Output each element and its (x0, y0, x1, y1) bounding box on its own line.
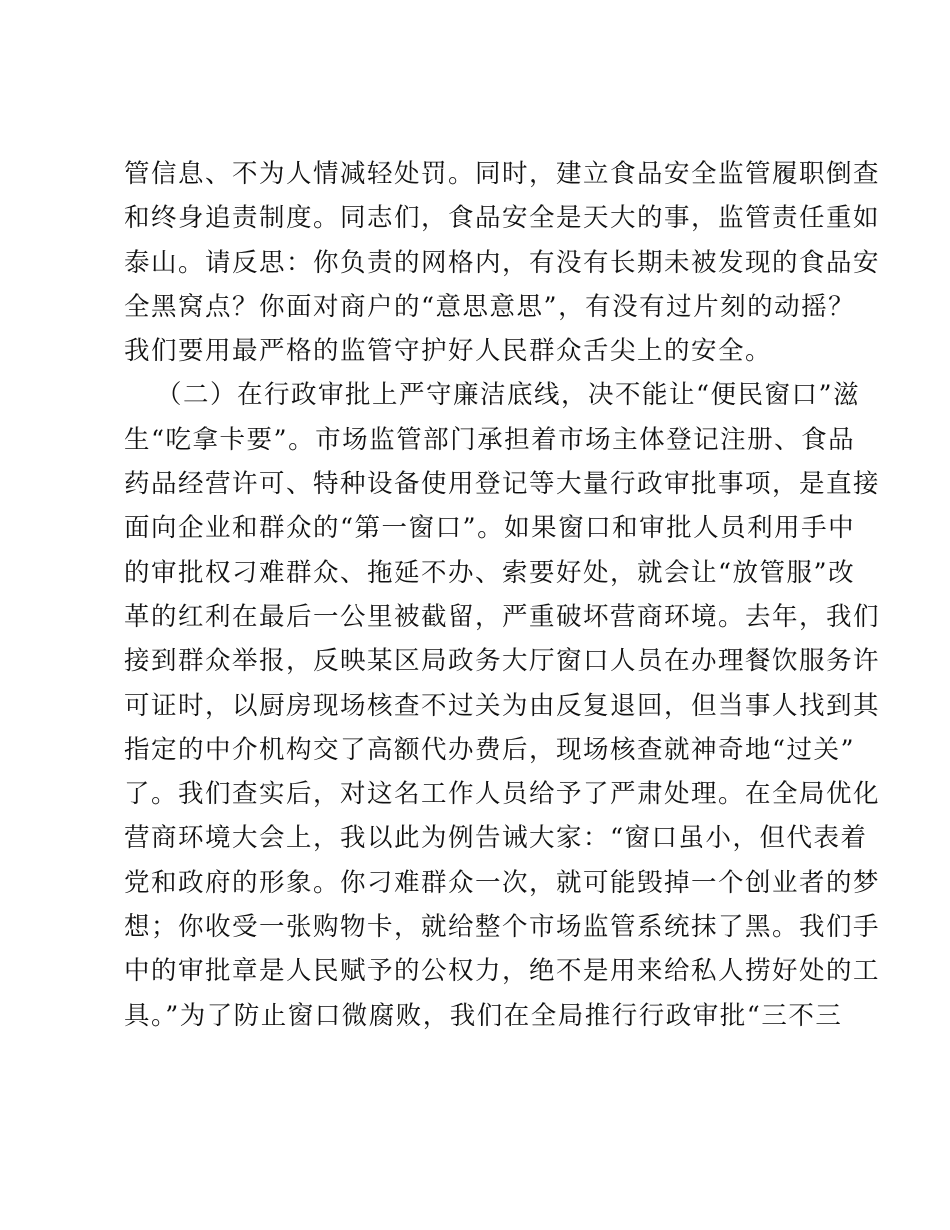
text-line: 管信息、不为人情减轻处罚。同时，建立食品安全监管履职倒查 (124, 159, 881, 189)
text-line: 我们要用最严格的监管守护好人民群众舌尖上的安全。 (124, 336, 773, 367)
text-line: 泰山。请反思：你负责的网格内，有没有长期未被发现的食品安 (124, 247, 881, 278)
text-line: 了。我们查实后，对这名工作人员给予了严肃处理。在全局优化 (124, 779, 881, 810)
text-line: 可证时，以厨房现场核查不过关为由反复退回，但当事人找到其 (124, 690, 881, 721)
section-heading-line: （二）在行政审批上严守廉洁底线，决不能让“便民窗口”滋 (156, 380, 861, 411)
text-line: 的审批权刁难群众、拖延不办、索要好处，就会让“放管服”改 (124, 557, 856, 588)
text-line: 具。”为了防止窗口微腐败，我们在全局推行行政审批“三不三 (124, 1000, 843, 1031)
text-line: 全黑窝点？你面对商户的“意思意思”，有没有过片刻的动摇？ (124, 291, 856, 322)
text-line: 中的审批章是人民赋予的公权力，绝不是用来给私人捞好处的工 (124, 956, 881, 987)
text-line: 面向企业和群众的“第一窗口”。如果窗口和审批人员利用手中 (124, 513, 856, 544)
text-line: 生“吃拿卡要”。市场监管部门承担着市场主体登记注册、食品 (124, 424, 856, 455)
text-line: 想；你收受一张购物卡，就给整个市场监管系统抹了黑。我们手 (124, 912, 881, 943)
text-line: 接到群众举报，反映某区局政务大厅窗口人员在办理餐饮服务许 (124, 646, 881, 677)
text-line: 指定的中介机构交了高额代办费后，现场核查就神奇地“过关” (124, 734, 856, 765)
text-line: 党和政府的形象。你刁难群众一次，就可能毁掉一个创业者的梦 (124, 867, 881, 898)
body-text (124, 152, 881, 1038)
text-line: 营商环境大会上，我以此为例告诫大家：“窗口虽小，但代表着 (124, 823, 868, 854)
text-line: 和终身追责制度。同志们，食品安全是天大的事，监管责任重如 (124, 203, 881, 234)
text-line: 药品经营许可、特种设备使用登记等大量行政审批事项，是直接 (124, 469, 881, 500)
text-line: 革的红利在最后一公里被截留，严重破坏营商环境。去年，我们 (124, 601, 881, 632)
